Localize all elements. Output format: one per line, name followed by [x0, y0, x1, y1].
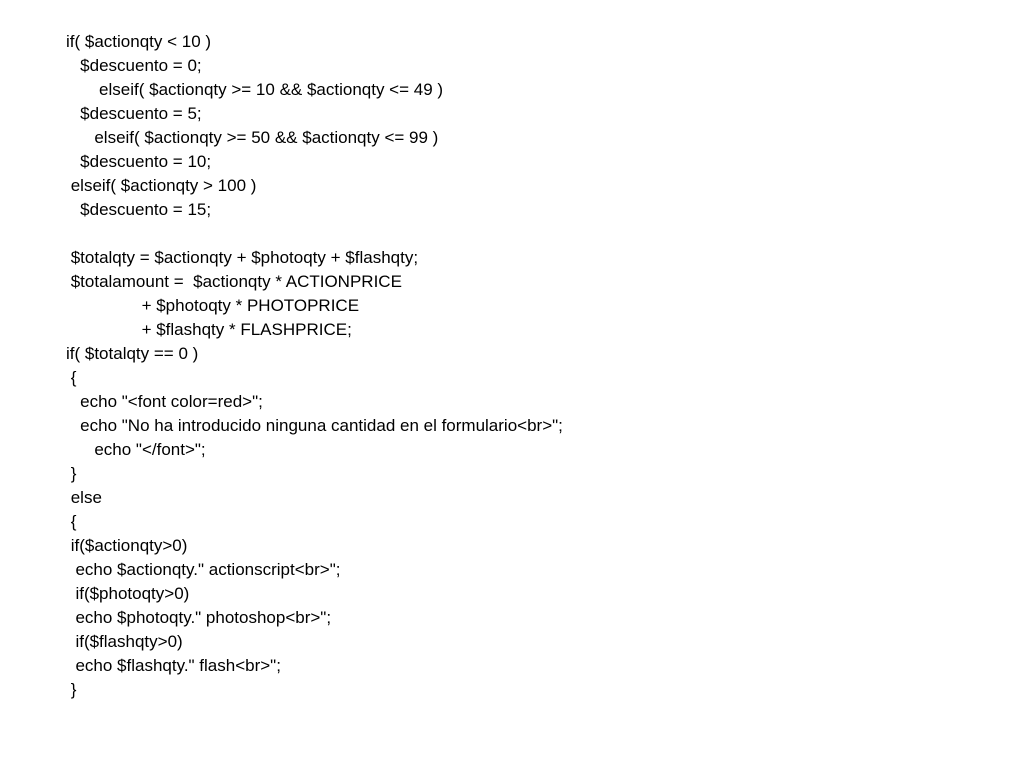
code-line: $descuento = 15;	[66, 200, 212, 219]
code-line: elseif( $actionqty >= 50 && $actionqty <= 99 )	[66, 128, 439, 147]
code-line: {	[66, 368, 77, 387]
code-line-blank	[66, 222, 563, 246]
code-line: $descuento = 10;	[66, 152, 212, 171]
code-line: }	[66, 680, 77, 699]
code-line: }	[66, 464, 77, 483]
code-line: echo "</font>";	[66, 440, 206, 459]
code-line: if($photoqty>0)	[66, 584, 190, 603]
code-line: elseif( $actionqty > 100 )	[66, 176, 257, 195]
code-line: echo $flashqty." flash<br>";	[66, 656, 281, 675]
code-line: if($flashqty>0)	[66, 632, 183, 651]
code-line: if($actionqty>0)	[66, 536, 188, 555]
code-line: $descuento = 5;	[66, 104, 202, 123]
code-line: $totalqty = $actionqty + $photoqty + $flashqty;	[66, 248, 419, 267]
code-line: elseif( $actionqty >= 10 && $actionqty <= 49 )	[66, 80, 444, 99]
code-line: echo $photoqty." photoshop<br>";	[66, 608, 332, 627]
code-line: + $flashqty * FLASHPRICE;	[66, 320, 352, 339]
code-line: else	[66, 488, 102, 507]
code-line: if( $actionqty < 10 )	[66, 32, 212, 51]
code-block	[66, 30, 563, 702]
code-line: + $photoqty * PHOTOPRICE	[66, 296, 360, 315]
code-line: echo "<font color=red>";	[66, 392, 263, 411]
code-line: {	[66, 512, 77, 531]
code-line: echo "No ha introducido ninguna cantidad en el formulario<br>";	[66, 416, 563, 435]
code-line: if( $totalqty == 0 )	[66, 344, 199, 363]
code-line: $descuento = 0;	[66, 56, 202, 75]
code-line: $totalamount = $actionqty * ACTIONPRICE	[66, 272, 402, 291]
code-line: echo $actionqty." actionscript<br>";	[66, 560, 341, 579]
